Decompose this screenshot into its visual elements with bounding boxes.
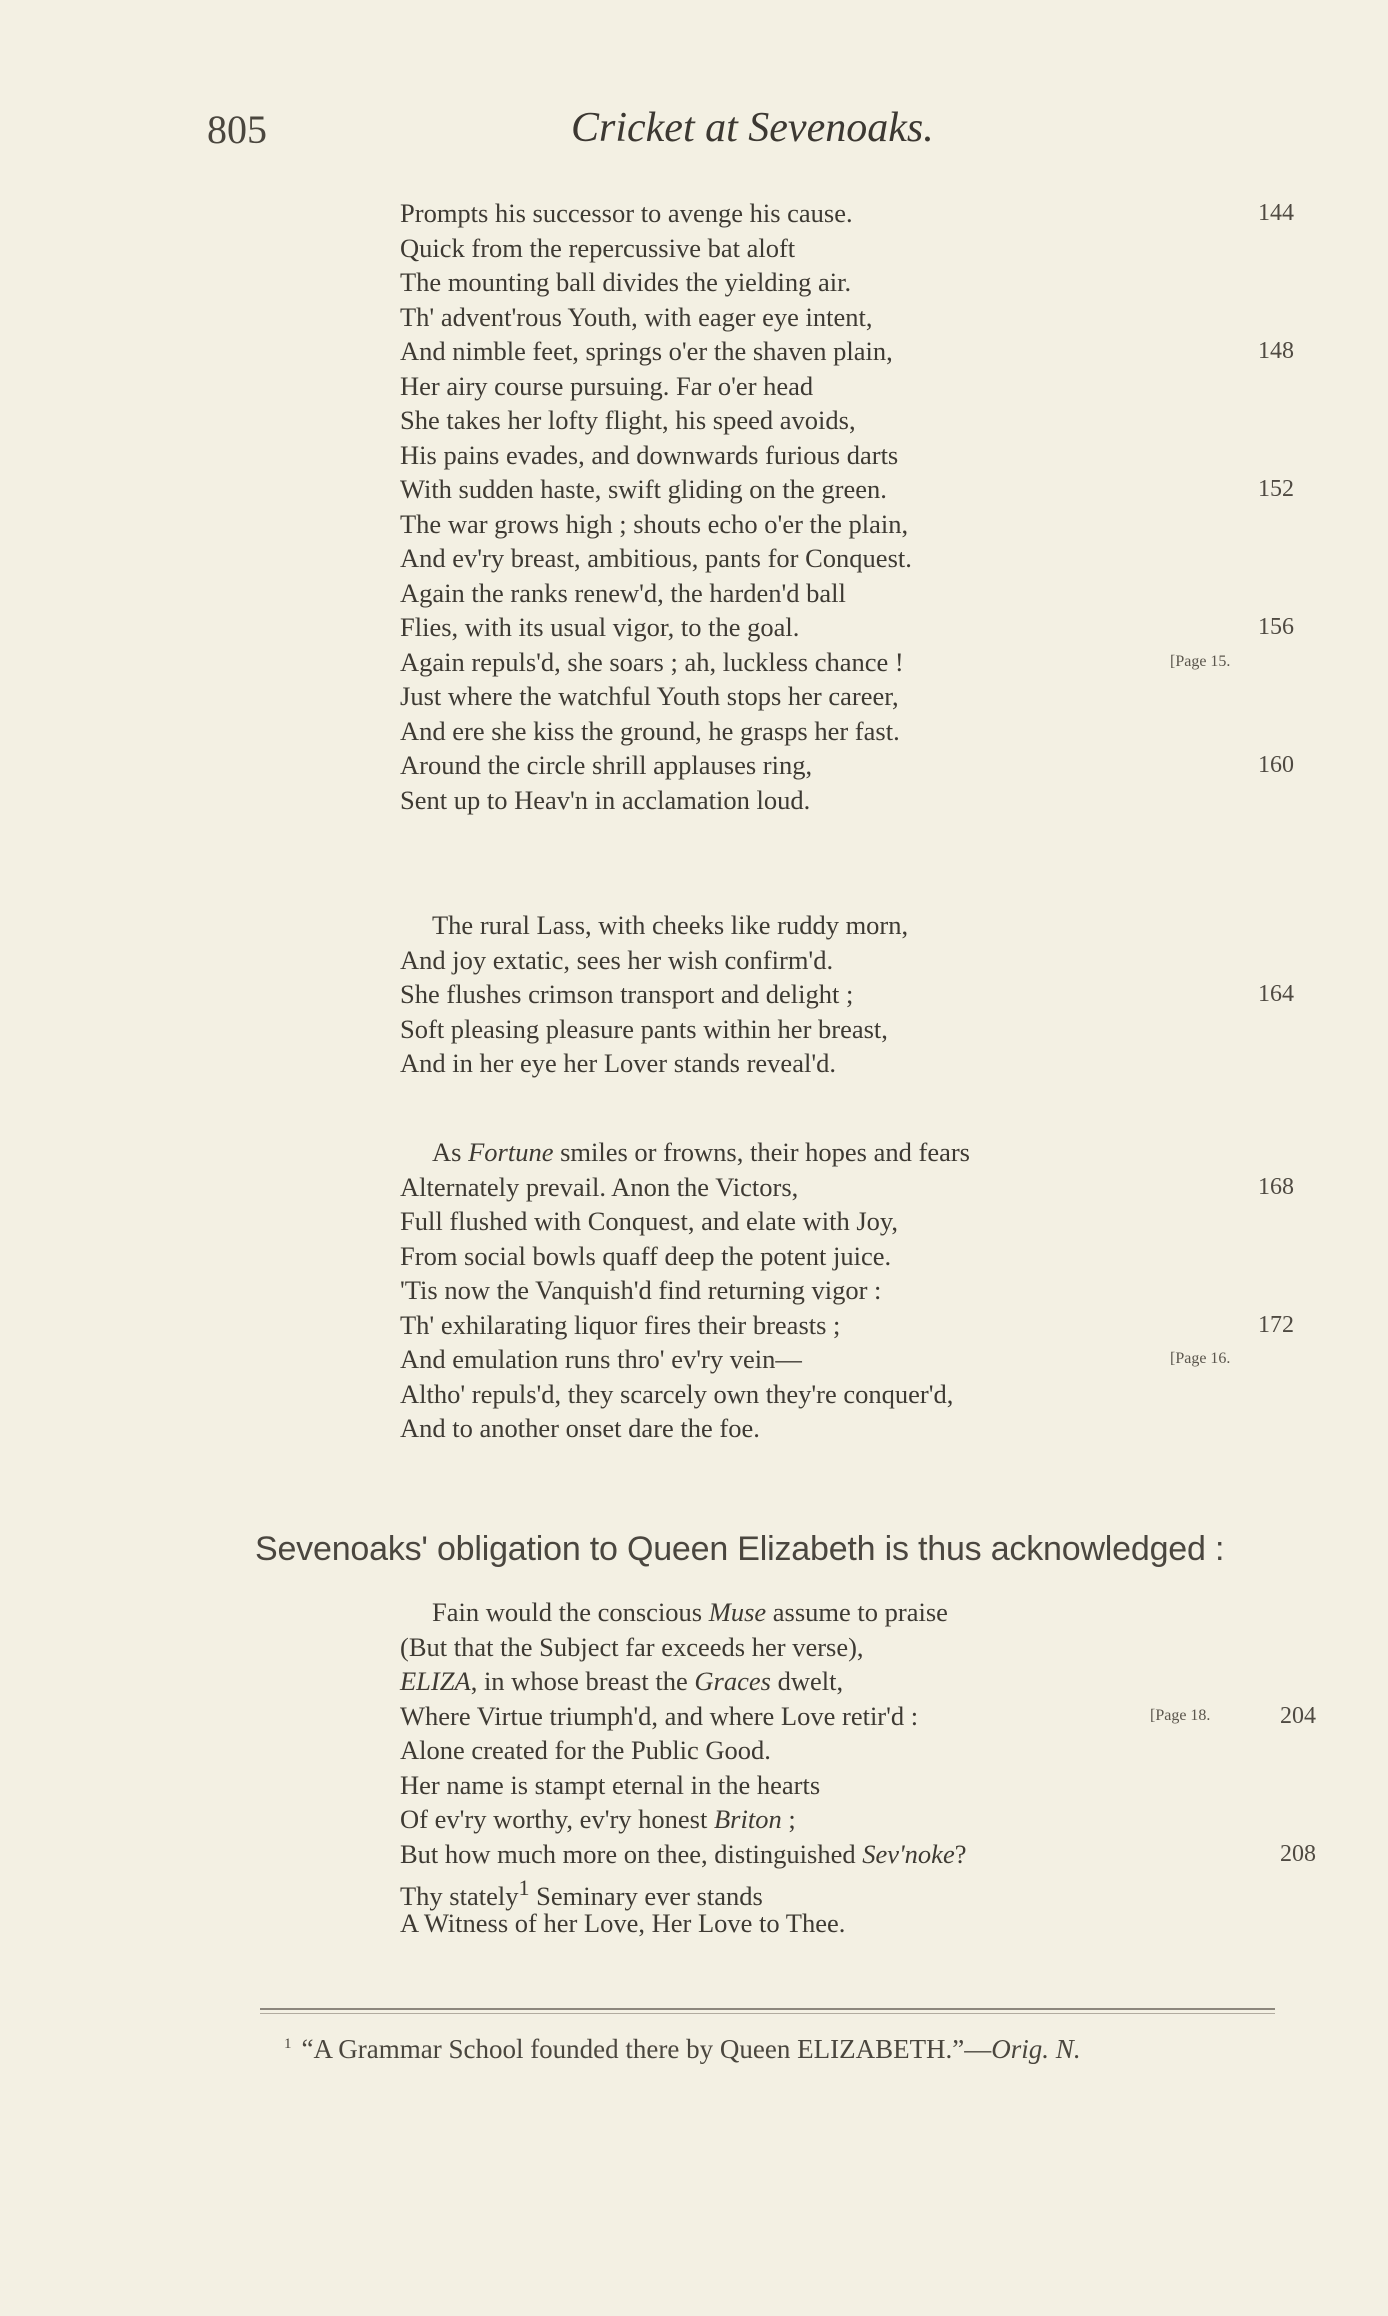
verse-text: ? [954, 1838, 967, 1869]
verse-line [400, 1342, 1231, 1377]
verse-line [400, 1699, 1316, 1734]
verse-line [400, 1906, 966, 1941]
verse-italic: Sev'noke [862, 1838, 955, 1869]
verse-text: smiles or frowns, their hopes and fears [553, 1137, 970, 1167]
verse-text: The rural Lass, with cheeks like ruddy morn, [432, 910, 909, 940]
verse-line [400, 231, 912, 266]
verse-line [400, 438, 912, 473]
verse-line [400, 1630, 966, 1665]
verse-text: The war grows high ; shouts echo o'er the plain, [400, 508, 909, 539]
verse-line [400, 1135, 970, 1170]
verse-text: dwelt, [770, 1666, 844, 1696]
verse-line [400, 1204, 970, 1239]
verse-text: Her airy course pursuing. Far o'er head [400, 370, 814, 401]
verse-line [400, 1768, 966, 1803]
verse-italic: ELIZA [400, 1666, 471, 1696]
line-number: 160 [1258, 752, 1294, 778]
verse-line [400, 334, 1294, 369]
verse-line [400, 908, 908, 943]
verse-line [400, 1046, 908, 1081]
footnote-marker: 1 [284, 2036, 292, 2052]
line-number: 156 [1258, 614, 1294, 640]
verse-text: Of ev'ry worthy, ev'ry honest [400, 1804, 714, 1834]
verse-text: And ev'ry breast, ambitious, pants for Conquest. [400, 543, 912, 573]
verse-text: 'Tis now the Vanquish'd find returning vigor : [400, 1275, 882, 1305]
footnote-rule-secondary [260, 2013, 1275, 2014]
verse-text: Quick from the repercussive bat aloft [400, 232, 796, 263]
verse-text: And nimble feet, springs o'er the shaven plain, [400, 336, 893, 366]
verse-text: Alternately prevail. Anon the Victors, [400, 1171, 799, 1202]
verse-text: The mounting ball divides the yielding air. [400, 267, 852, 297]
verse-text: She takes her lofty flight, his speed avoids, [400, 405, 856, 435]
verse-line [400, 507, 912, 542]
verse-text: Again the ranks renew'd, the harden'd ball [400, 577, 846, 608]
verse-text: Alone created for the Public Good. [400, 1735, 771, 1765]
verse-line [400, 610, 1294, 645]
verse-line [400, 1595, 966, 1630]
verse-text: And joy extatic, sees her wish confirm'd. [400, 944, 834, 975]
verse-text: But how much more on thee, distinguished [400, 1838, 863, 1869]
footnote [284, 2034, 1081, 2065]
verse-text: Thy stately [400, 1880, 519, 1911]
verse-text: Flies, with its usual vigor, to the goal. [400, 612, 800, 642]
verse-text: From social bowls quaff deep the potent juice. [400, 1240, 892, 1271]
verse-line [400, 977, 1294, 1012]
line-number: 144 [1258, 200, 1294, 226]
verse-text: Just where the watchful Youth stops her career, [400, 681, 899, 711]
verse-line [400, 300, 912, 335]
verse-line [400, 1802, 966, 1837]
verse-text: Altho' repuls'd, they scarcely own they're conquer'd, [400, 1378, 954, 1409]
verse-line [400, 1308, 1294, 1343]
verse-text: She flushes crimson transport and delight ; [400, 979, 854, 1009]
page-reference: [Page 16. [1170, 1350, 1231, 1367]
verse-text: assume to praise [766, 1597, 948, 1627]
line-number: 208 [1280, 1840, 1316, 1867]
stanza-3 [400, 1135, 1294, 1446]
line-number: 204 [1280, 1702, 1316, 1729]
verse-line [400, 714, 912, 749]
verse-text: , in whose breast the [470, 1666, 695, 1696]
verse-line [400, 265, 912, 300]
verse-text: And to another onset dare the foe. [400, 1413, 760, 1443]
verse-text: Prompts his successor to avenge his cause. [400, 198, 853, 228]
stanza-2 [400, 908, 1294, 1081]
intro-sentence: Sevenoaks' obligation to Queen Elizabeth is thus acknowledged : [255, 1530, 1225, 1568]
page-reference: [Page 18. [1150, 1706, 1211, 1724]
verse-italic: Muse [708, 1597, 767, 1627]
verse-text: His pains evades, and downwards furious darts [400, 439, 899, 470]
verse-line [400, 403, 912, 438]
verse-line [400, 1664, 966, 1699]
verse-line [400, 1411, 970, 1446]
verse-text: Where Virtue triumph'd, and where Love retir'd : [400, 1700, 919, 1731]
verse-line [400, 576, 912, 611]
verse-italic: Fortune [468, 1137, 554, 1167]
verse-line [400, 679, 912, 714]
verse-text: And emulation runs thro' ev'ry vein— [400, 1344, 802, 1374]
verse-text: Th' exhilarating liquor fires their breasts ; [400, 1309, 841, 1340]
footnote-text: “A Grammar School founded there by Queen ELIZABETH.”— [301, 2034, 992, 2064]
verse-line [400, 196, 1294, 231]
verse-line [400, 1733, 966, 1768]
verse-line [400, 472, 1294, 507]
verse-text: And ere she kiss the ground, he grasps her fast. [400, 715, 900, 746]
verse-line [400, 1871, 966, 1911]
verse-italic: Briton [713, 1804, 782, 1834]
verse-text: And in her eye her Lover stands reveal'd. [400, 1048, 836, 1078]
verse-line [400, 1239, 970, 1274]
verse-text: (But that the Subject far exceeds her verse), [400, 1631, 864, 1662]
verse-line [400, 645, 1231, 680]
footnote-reference: 1 [518, 1875, 530, 1900]
verse-line [400, 748, 1294, 783]
footnote-source: Orig. N. [991, 2034, 1081, 2064]
line-number: 148 [1258, 338, 1294, 364]
verse-text: Th' advent'rous Youth, with eager eye intent, [400, 301, 873, 332]
verse-text: Around the circle shrill applauses ring, [400, 750, 813, 780]
stanza-1 [400, 196, 1294, 817]
stanza-4 [400, 1595, 1316, 1940]
line-number: 168 [1258, 1173, 1294, 1200]
footnote-rule [260, 2008, 1275, 2010]
verse-line [400, 783, 912, 818]
verse-text: Seminary ever stands [529, 1880, 763, 1911]
verse-line [400, 1170, 1294, 1205]
page-number: 805 [207, 107, 267, 152]
verse-text: A Witness of her Love, Her Love to Thee. [400, 1907, 846, 1938]
verse-text: Again repuls'd, she soars ; ah, luckless chance ! [400, 646, 904, 677]
verse-text: Soft pleasing pleasure pants within her breast, [400, 1013, 888, 1044]
verse-text: With sudden haste, swift gliding on the green. [400, 474, 887, 504]
line-number: 152 [1258, 476, 1294, 502]
verse-line [400, 369, 912, 404]
line-number: 164 [1258, 981, 1294, 1007]
verse-line [400, 541, 912, 576]
verse-text: Fain would the conscious [432, 1597, 709, 1627]
verse-text: Full flushed with Conquest, and elate with Joy, [400, 1206, 899, 1236]
verse-text: Her name is stampt eternal in the hearts [400, 1769, 821, 1800]
verse-italic: Graces [694, 1666, 771, 1696]
verse-line [400, 1273, 970, 1308]
verse-text: ; [781, 1804, 796, 1834]
page-reference: [Page 15. [1170, 652, 1231, 670]
verse-text: As [432, 1137, 469, 1167]
verse-line [400, 1012, 908, 1047]
verse-line [400, 1837, 1316, 1872]
verse-text: Sent up to Heav'n in acclamation loud. [400, 784, 811, 815]
line-number: 172 [1258, 1311, 1294, 1338]
verse-line [400, 1377, 970, 1412]
running-title: Cricket at Sevenoaks. [571, 105, 934, 151]
verse-line [400, 943, 908, 978]
